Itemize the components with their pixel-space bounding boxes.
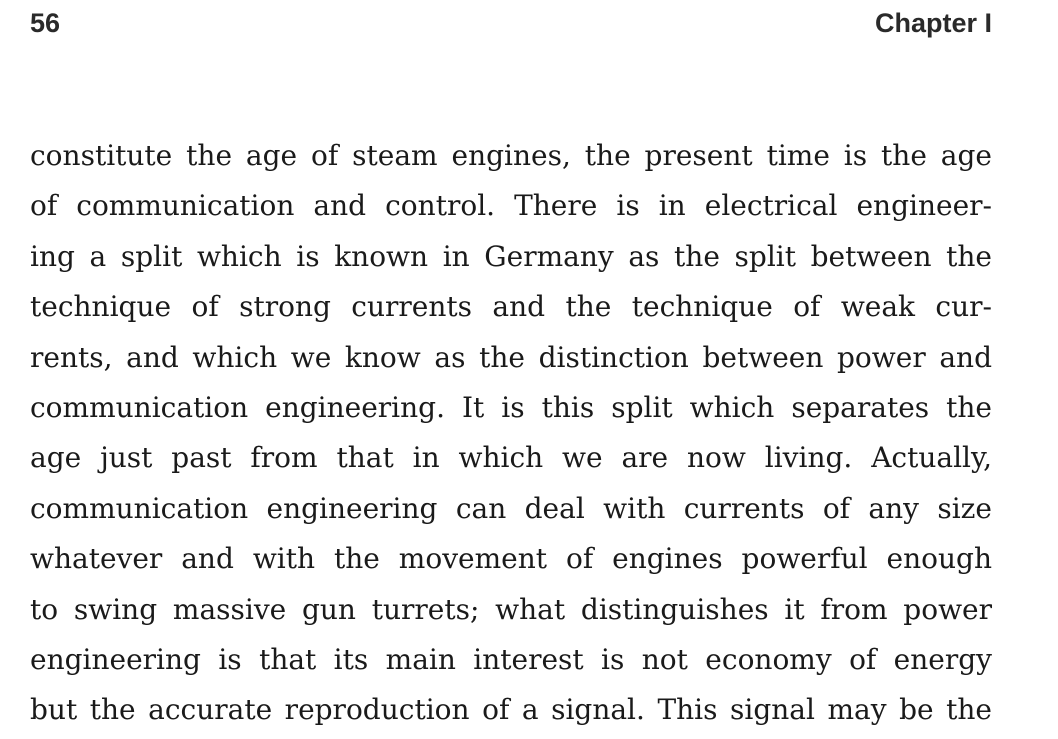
text-line: technique of strong currents and the technique of weak cur- [30, 290, 992, 324]
text-line: constitute the age of steam engines, the present time is the age [30, 139, 992, 172]
page-header [30, 8, 992, 42]
running-head: Chapter I [874, 8, 992, 38]
text-line: engineering is that its main interest is not economy of energy [30, 642, 992, 676]
text-line: of communication and control. There is in electrical engineer- [30, 189, 992, 223]
text-line: to swing massive gun turrets; what distinguishes it from power [30, 592, 992, 626]
text-line: ing a split which is known in Germany as the split between the [30, 239, 992, 273]
text-line: communication engineering. It is this split which separates the [30, 390, 992, 424]
text-line: rents, and which we know as the distinction between power and [30, 340, 992, 374]
text-line: whatever and with the movement of engines powerful enough [30, 542, 992, 576]
text-line: communication engineering can deal with currents of any size [30, 491, 992, 525]
text-line: age just past from that in which we are now living. Actually, [30, 441, 992, 475]
text-line: but the accurate reproduction of a signal. This signal may be the [30, 693, 992, 727]
page-number: 56 [30, 8, 61, 38]
body-text [30, 131, 992, 736]
